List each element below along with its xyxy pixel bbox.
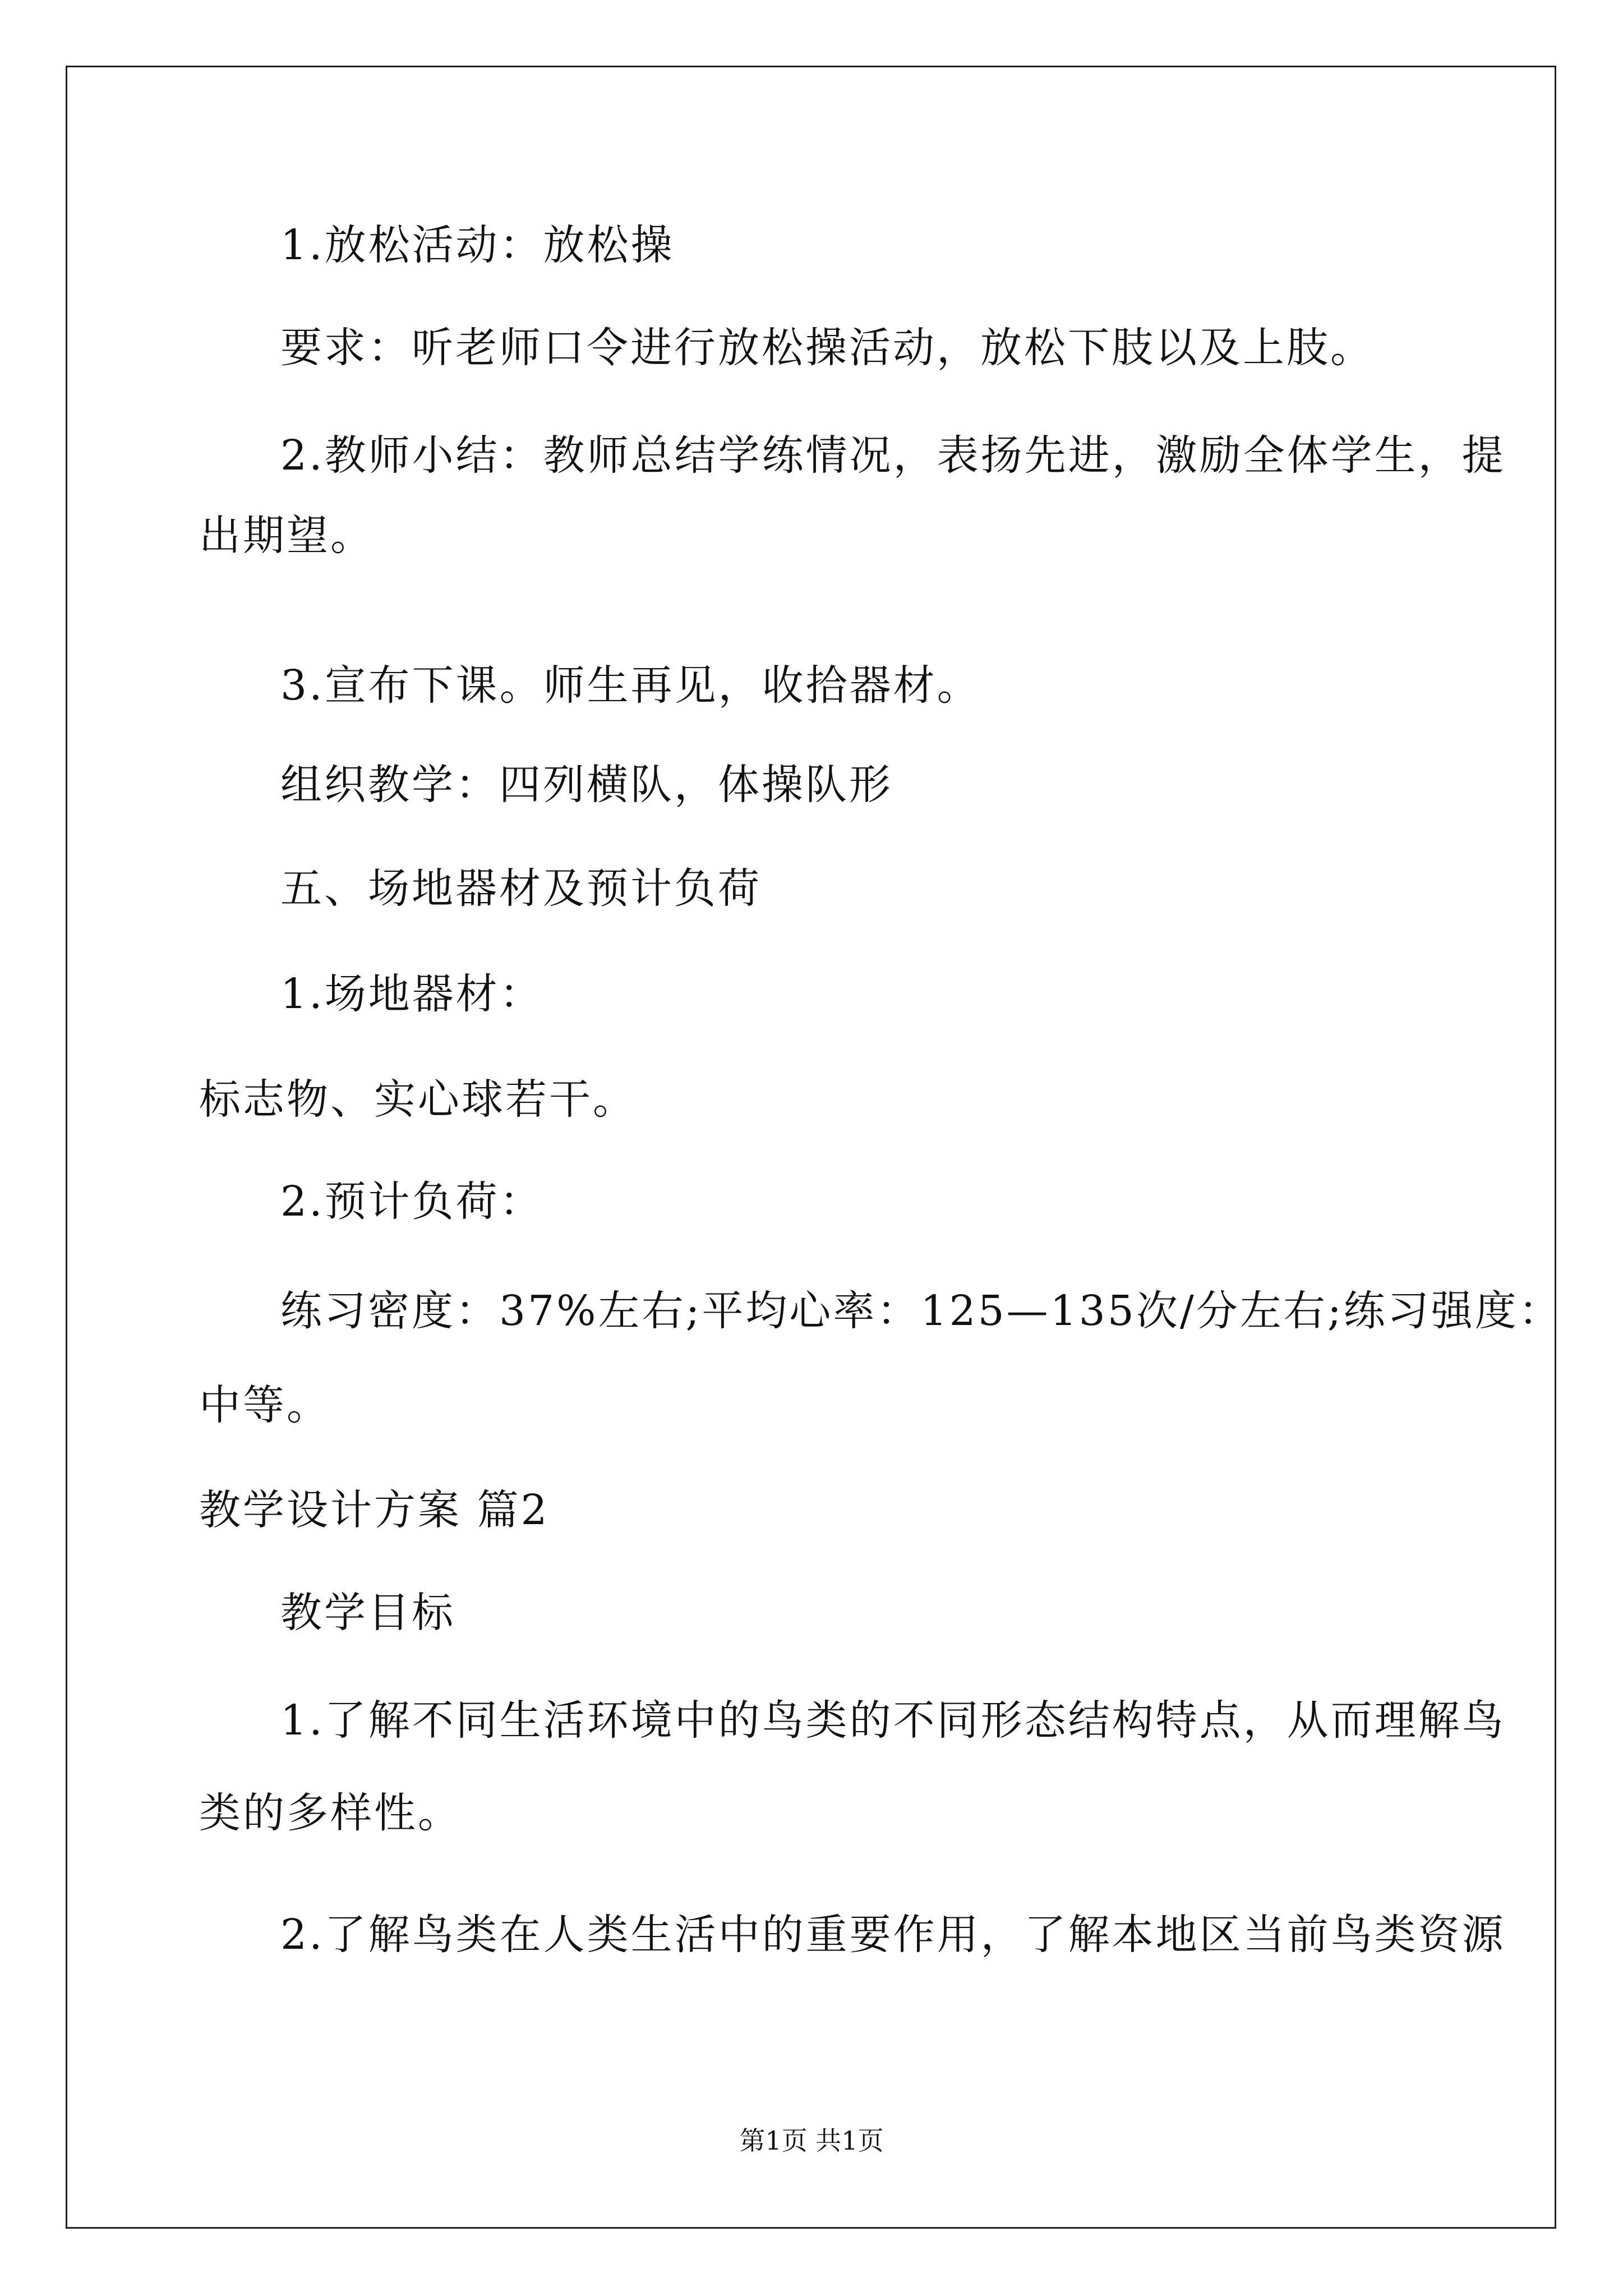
article-title: 教学设计方案 篇2 xyxy=(199,1486,550,1534)
paragraph-line: 1.了解不同生活环境中的鸟类的不同形态结构特点，从而理解鸟 xyxy=(280,1696,1506,1745)
paragraph-line: 出期望。 xyxy=(199,512,374,560)
paragraph-line: 中等。 xyxy=(199,1381,330,1429)
paragraph-line: 1.场地器材： xyxy=(280,970,543,1018)
paragraph-line: 2.了解鸟类在人类生活中的重要作用，了解本地区当前鸟类资源 xyxy=(280,1911,1506,1959)
paragraph-line: 1.放松活动：放松操 xyxy=(280,221,675,269)
paragraph-line: 标志物、实心球若干。 xyxy=(199,1075,637,1124)
paragraph-line: 2.预计负荷： xyxy=(280,1177,543,1226)
section-heading: 教学目标 xyxy=(280,1589,455,1637)
paragraph-line: 2.教师小结：教师总结学练情况，表扬先进，激励全体学生，提 xyxy=(280,431,1506,480)
paragraph-line: 练习密度：37%左右;平均心率：125—135次/分左右;练习强度： xyxy=(280,1287,1562,1335)
paragraph-line: 要求：听老师口令进行放松操活动，放松下肢以及上肢。 xyxy=(280,324,1374,372)
page-number-footer: 第1页 共1页 xyxy=(739,2125,884,2156)
paragraph-line: 3.宣布下课。师生再见，收拾器材。 xyxy=(280,661,981,710)
page-border xyxy=(66,66,1556,2229)
paragraph-line: 组织教学：四列横队，体操队形 xyxy=(280,761,893,809)
section-heading: 五、场地器材及预计负荷 xyxy=(280,864,762,913)
paragraph-line: 类的多样性。 xyxy=(199,1789,462,1837)
